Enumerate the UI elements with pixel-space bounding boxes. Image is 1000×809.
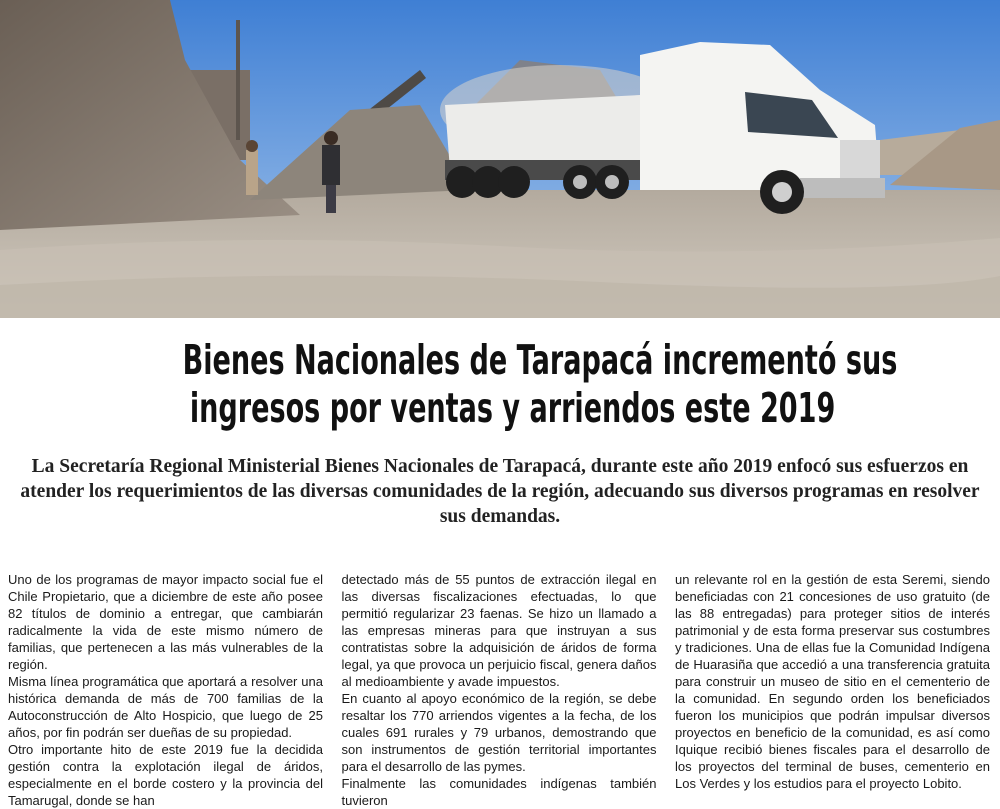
body-column-3 — [675, 571, 990, 791]
article-body — [8, 571, 990, 808]
paragraph: Misma línea programática que aportará a resolver una histórica demanda de más de 700 familias de la Autoconstrucción de Alto Hospicio, que luego de 25 años, por fin podrán ser dueñas de su propiedad. — [8, 674, 323, 740]
body-column-2 — [341, 571, 657, 808]
paragraph: un relevante rol en la gestión de esta Seremi, siendo beneficiadas con 21 concesiones de uso gratuito (de las 88 entregadas) para proteger sitios de interés patrimonial y de esta forma preservar sus costumbres y tradiciones. Una de ellas fue la Comunidad Indígena de Huarasiña que accedió a una transferencia gratuita para construir un museo de sitio en el cementerio de la comunidad. En segundo orden los beneficiados fueron los municipios que podrán impulsar diversos proyectos en beneficio de la comunidad, es así como Iquique recibió bienes fiscales para el desarrollo de los proyectos del terminal de buses, cementerio en Los Verdes y los estudios para el proyecto Lobito. — [675, 572, 990, 791]
headline-line-2: ingresos por ventas y arriendos este 2019 — [189, 384, 836, 432]
article-lead: La Secretaría Regional Ministerial Bienes Nacionales de Tarapacá, durante este año 2019 enfocó sus esfuerzos en atender los requerimientos de las diversas comunidades de la región, adecuando sus diversos programas en resolver sus demandas. — [20, 456, 980, 527]
article-headline — [182, 336, 898, 432]
paragraph: Finalmente las comunidades indígenas también tuvieron — [341, 776, 657, 808]
paragraph: Uno de los programas de mayor impacto social fue el Chile Propietario, que a diciembre de este año posee 82 títulos de dominio a entregar, que cambiarán radicalmente la vida de este mismo número de familias, que pertenecen a las más vulnerables de la región. — [8, 572, 323, 672]
headline-line-1: Bienes Nacionales de Tarapacá incrementó sus — [182, 336, 898, 384]
quarry-truck-photo — [0, 0, 1000, 318]
paragraph: detectado más de 55 puntos de extracción ilegal en las diversas fiscalizaciones efectuadas, lo que permitió regularizar 23 faenas. Se hizo un llamado a las empresas mineras para que instruyan a sus contratistas sobre la adquisición de áridos de forma legal, ya que provoca un perjuicio fiscal, genera daños al medioambiente y avade impuestos. — [341, 572, 657, 689]
paragraph: En cuanto al apoyo económico de la región, se debe resaltar los 770 arriendos vigentes a la fecha, de los cuales 691 rurales y 79 urbanos, demostrando que son instrumentos de gestión territorial importantes para el desarrollo de las pymes. — [341, 691, 657, 774]
body-column-1 — [8, 571, 323, 808]
paragraph: Otro importante hito de este 2019 fue la decidida gestión contra la explotación ilegal de áridos, especialmente en el borde costero y la provincia del Tamarugal, donde se han — [8, 742, 323, 808]
